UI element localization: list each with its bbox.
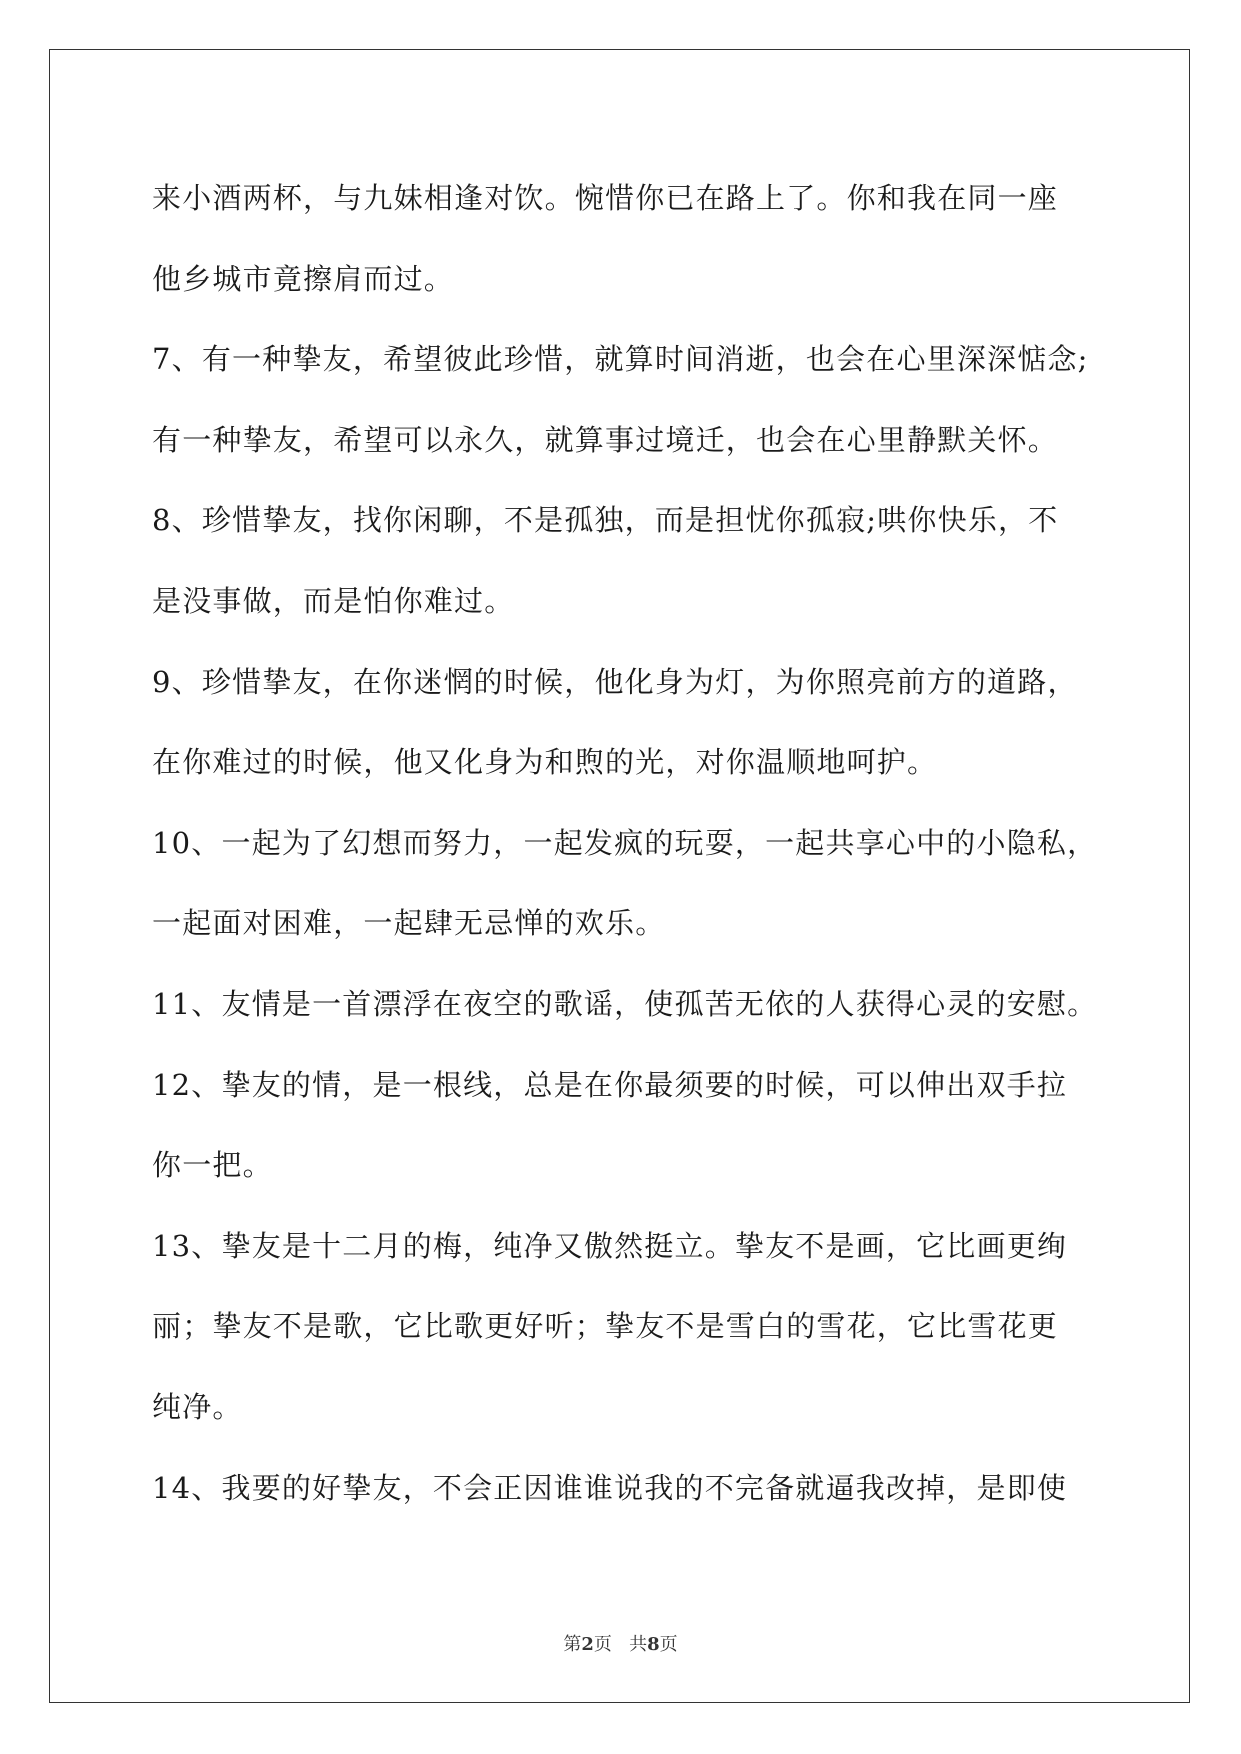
text-line: 来小酒两杯，与九妹相逢对饮。惋惜你已在路上了。你和我在同一座	[152, 181, 1059, 215]
text-line: 13、挚友是十二月的梅，纯净又傲然挺立。挚友不是画，它比画更绚	[152, 1228, 1068, 1263]
text-line: 12、挚友的情，是一根线，总是在你最须要的时候，可以伸出双手拉	[152, 1067, 1068, 1102]
total-page-count: 8	[647, 1634, 660, 1655]
page-footer	[0, 1630, 1241, 1656]
page-suffix: 页	[593, 1634, 612, 1655]
total-suffix: 页	[659, 1634, 678, 1655]
text-line: 11、友情是一首漂浮在夜空的歌谣，使孤苦无依的人获得心灵的安慰。	[152, 986, 1098, 1021]
text-line: 在你难过的时候，他又化身为和煦的光，对你温顺地呵护。	[152, 745, 938, 780]
text-line: 丽；挚友不是歌，它比歌更好听；挚友不是雪白的雪花，它比雪花更	[152, 1309, 1059, 1344]
text-line: 你一把。	[152, 1148, 273, 1183]
text-line: 他乡城市竟擦肩而过。	[152, 261, 455, 296]
document-body	[152, 158, 1098, 1528]
current-page-number: 2	[581, 1634, 594, 1655]
text-line: 7、有一种挚友，希望彼此珍惜，就算时间消逝，也会在心里深深惦念;	[152, 342, 1089, 377]
text-line: 14、我要的好挚友，不会正因谁谁说我的不完备就逼我改掉，是即使	[152, 1470, 1068, 1505]
text-line: 纯净。	[152, 1389, 243, 1424]
text-line: 一起面对困难，一起肆无忌惮的欢乐。	[152, 906, 666, 941]
text-line: 8、珍惜挚友，找你闲聊，不是孤独，而是担忧你孤寂;哄你快乐，不	[152, 503, 1059, 538]
total-prefix: 共	[629, 1634, 648, 1655]
text-line: 有一种挚友，希望可以永久，就算事过境迁，也会在心里静默关怀。	[152, 422, 1059, 457]
page-prefix: 第	[563, 1634, 582, 1655]
text-line: 9、珍惜挚友，在你迷惘的时候，他化身为灯，为你照亮前方的道路，	[152, 664, 1078, 699]
text-line: 10、一起为了幻想而努力，一起发疯的玩耍，一起共享心中的小隐私，	[152, 825, 1098, 860]
text-line: 是没事做，而是怕你难过。	[152, 583, 515, 618]
